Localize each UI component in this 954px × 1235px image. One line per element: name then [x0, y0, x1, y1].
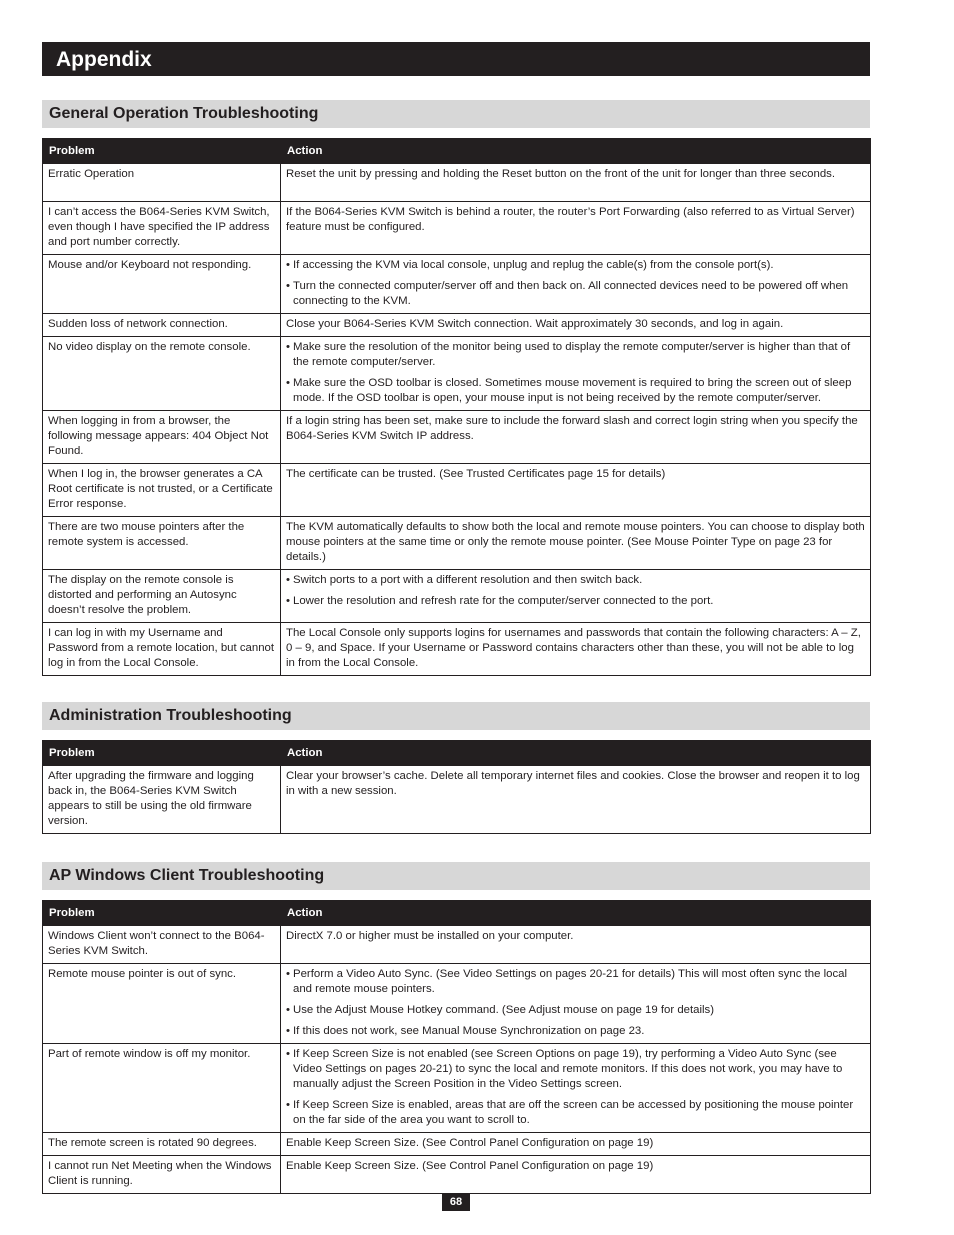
troubleshooting-table [42, 900, 871, 1194]
action-text: Reset the unit by pressing and holding the Reset button on the front of the unit for longer than three seconds. [286, 168, 836, 180]
problem-cell: The display on the remote console is distorted and performing an Autosync doesn’t resolve the problem. [43, 570, 281, 623]
action-bullet: • Make sure the OSD toolbar is closed. Sometimes mouse movement is required to bring the screen out of sleep mode. If the OSD toolbar is open, your mouse input is not being received by the remote computer/server. [286, 376, 865, 406]
problem-cell: I can log in with my Username and Password from a remote location, but cannot log in from the Local Console. [43, 623, 281, 676]
column-header-action: Action [281, 139, 871, 164]
table-row [43, 623, 871, 676]
action-text: The KVM automatically defaults to show both the local and remote mouse pointers. You can choose to display both mouse pointers at the same time or only the remote mouse pointer. (See Mouse Pointer Type on page 23 for details.) [286, 521, 865, 563]
table-row [43, 255, 871, 314]
action-cell [281, 766, 871, 834]
page-title: Appendix [56, 48, 152, 71]
table-row [43, 464, 871, 517]
action-cell [281, 255, 871, 314]
action-cell [281, 464, 871, 517]
action-cell [281, 314, 871, 337]
table-row [43, 314, 871, 337]
action-text: Enable Keep Screen Size. (See Control Panel Configuration on page 19) [286, 1160, 654, 1172]
action-text: Clear your browser’s cache. Delete all temporary internet files and cookies. Close the browser and reopen it to log in with a new session. [286, 770, 860, 797]
problem-cell: Windows Client won’t connect to the B064-Series KVM Switch. [43, 926, 281, 964]
table-row [43, 337, 871, 411]
troubleshooting-table [42, 740, 871, 834]
table-row [43, 1044, 871, 1133]
table-header-row [43, 139, 871, 164]
action-bullet: • If accessing the KVM via local console, unplug and replug the cable(s) from the console port(s). [286, 258, 865, 273]
problem-cell: Sudden loss of network connection. [43, 314, 281, 337]
action-cell [281, 926, 871, 964]
action-text: Enable Keep Screen Size. (See Control Panel Configuration on page 19) [286, 1137, 654, 1149]
problem-cell: Remote mouse pointer is out of sync. [43, 964, 281, 1044]
problem-cell: Part of remote window is off my monitor. [43, 1044, 281, 1133]
column-header-problem: Problem [43, 901, 281, 926]
action-cell [281, 164, 871, 202]
problem-cell: After upgrading the firmware and logging back in, the B064-Series KVM Switch appears to still be using the old firmware version. [43, 766, 281, 834]
action-cell [281, 1156, 871, 1194]
action-bullet: • Use the Adjust Mouse Hotkey command. (See Adjust mouse on page 19 for details) [286, 1003, 865, 1018]
table-row [43, 1156, 871, 1194]
table-row [43, 766, 871, 834]
action-bullet: • Perform a Video Auto Sync. (See Video Settings on pages 20-21 for details) This will most often sync the local and remote mouse pointers. [286, 967, 865, 997]
column-header-action: Action [281, 741, 871, 766]
action-cell [281, 1133, 871, 1156]
page-number: 68 [442, 1193, 470, 1211]
table-row [43, 517, 871, 570]
table-row [43, 964, 871, 1044]
action-bullet: • If Keep Screen Size is not enabled (see Screen Options on page 19), try performing a Video Auto Sync (see Video Settings on pages 20-21) to sync the local and remote monitors. If this does not work, you may have to manually adjust the Screen Position in the Video Settings screen. [286, 1047, 865, 1092]
action-text: The certificate can be trusted. (See Trusted Certificates page 15 for details) [286, 468, 666, 480]
action-cell [281, 1044, 871, 1133]
problem-cell: I can’t access the B064-Series KVM Switch, even though I have specified the IP address and port number correctly. [43, 202, 281, 255]
action-bullet: • Switch ports to a port with a different resolution and then switch back. [286, 573, 865, 588]
action-cell [281, 517, 871, 570]
action-bullet: • Turn the connected computer/server off and then back on. All connected devices need to be powered off when connecting to the KVM. [286, 279, 865, 309]
column-header-action: Action [281, 901, 871, 926]
column-header-problem: Problem [43, 741, 281, 766]
table-header-row [43, 741, 871, 766]
problem-cell: Mouse and/or Keyboard not responding. [43, 255, 281, 314]
problem-cell: I cannot run Net Meeting when the Windows Client is running. [43, 1156, 281, 1194]
table-row [43, 202, 871, 255]
table-row [43, 570, 871, 623]
action-bullet: • Make sure the resolution of the monitor being used to display the remote computer/server is higher than that of the remote computer/server. [286, 340, 865, 370]
table-row [43, 164, 871, 202]
action-text: If a login string has been set, make sure to include the forward slash and correct login string when you specify the B064-Series KVM Switch IP address. [286, 415, 858, 442]
problem-cell: There are two mouse pointers after the remote system is accessed. [43, 517, 281, 570]
section-title: General Operation Troubleshooting [42, 100, 870, 128]
problem-cell: The remote screen is rotated 90 degrees. [43, 1133, 281, 1156]
action-cell [281, 623, 871, 676]
action-text: Close your B064-Series KVM Switch connection. Wait approximately 30 seconds, and log in again. [286, 318, 784, 330]
action-text: DirectX 7.0 or higher must be installed on your computer. [286, 930, 574, 942]
section-title: AP Windows Client Troubleshooting [42, 862, 870, 890]
action-cell [281, 202, 871, 255]
column-header-problem: Problem [43, 139, 281, 164]
problem-cell: Erratic Operation [43, 164, 281, 202]
action-bullet: • If this does not work, see Manual Mouse Synchronization on page 23. [286, 1024, 865, 1039]
problem-cell: When logging in from a browser, the following message appears: 404 Object Not Found. [43, 411, 281, 464]
section-ap-windows-client [42, 862, 870, 1194]
table-row [43, 1133, 871, 1156]
section-title: Administration Troubleshooting [42, 702, 870, 730]
action-cell [281, 337, 871, 411]
problem-cell: No video display on the remote console. [43, 337, 281, 411]
section-administration [42, 702, 870, 834]
action-bullet: • Lower the resolution and refresh rate for the computer/server connected to the port. [286, 594, 865, 609]
action-cell [281, 570, 871, 623]
action-cell [281, 411, 871, 464]
page-header [42, 42, 870, 76]
action-text: If the B064-Series KVM Switch is behind a router, the router’s Port Forwarding (also referred to as Virtual Server) feature must be configured. [286, 206, 855, 233]
action-bullet: • If Keep Screen Size is enabled, areas that are off the screen can be accessed by positioning the mouse pointer on the far side of the area you want to scroll to. [286, 1098, 865, 1128]
action-cell [281, 964, 871, 1044]
troubleshooting-table [42, 138, 871, 676]
table-row [43, 411, 871, 464]
action-text: The Local Console only supports logins for usernames and passwords that contain the following characters: A – Z, 0 – 9, and Space. If your Username or Password contains characters other than these, you will not be able to log in from the Local Console. [286, 627, 861, 669]
table-header-row [43, 901, 871, 926]
table-row [43, 926, 871, 964]
section-general-operation [42, 100, 870, 676]
problem-cell: When I log in, the browser generates a CA Root certificate is not trusted, or a Certificate Error response. [43, 464, 281, 517]
